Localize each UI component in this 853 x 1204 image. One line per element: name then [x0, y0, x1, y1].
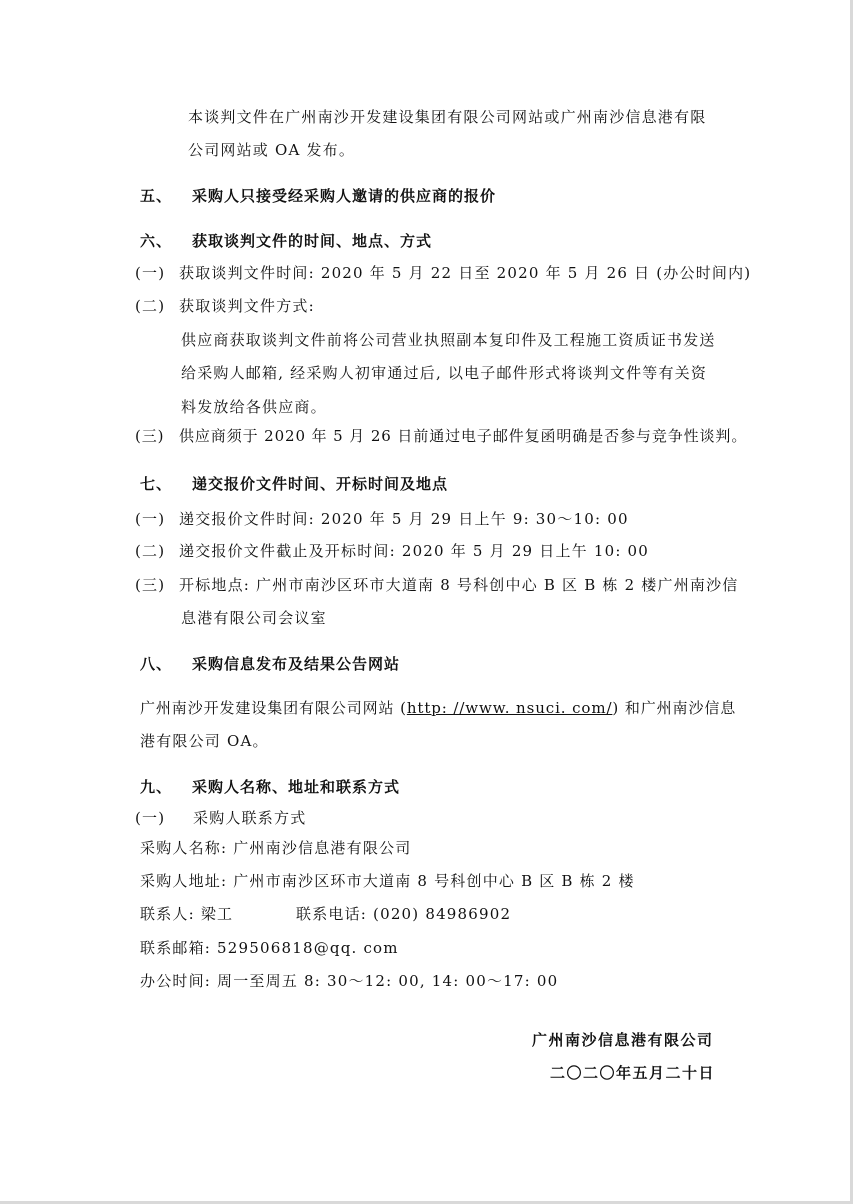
section-6-heading [140, 231, 432, 251]
section-6-number: 六、 [140, 232, 173, 250]
item-number: (二) [135, 297, 166, 315]
section-8-text-a: 广州南沙开发建设集团有限公司网站 ( [140, 699, 407, 717]
item-number: (一) [135, 510, 166, 528]
section-9-number: 九、 [140, 778, 173, 796]
signature-company: 广州南沙信息港有限公司 [532, 1031, 714, 1049]
item-text: 获取谈判文件方式: [179, 297, 315, 315]
signature-date: 二〇二〇年五月二十日 [550, 1064, 716, 1082]
section-9-heading [140, 777, 400, 797]
section-7-item-3 [135, 575, 739, 595]
item-text: 开标地点: 广州市南沙区环市大道南 8 号科创中心 B 区 B 栋 2 楼广州南沙信 [179, 576, 739, 594]
office-hours: 办公时间: 周一至周五 8: 30～12: 00, 14: 00～17: 00 [140, 972, 559, 990]
section-6-item-2-para-1: 供应商获取谈判文件前将公司营业执照副本复印件及工程施工资质证书发送 [181, 331, 716, 349]
item-text: 递交报价文件时间: 2020 年 5 月 29 日上午 9: 30～10: 00 [179, 510, 629, 528]
section-8-title: 采购信息发布及结果公告网站 [192, 655, 401, 673]
item-text: 获取谈判文件时间: 2020 年 5 月 22 日至 2020 年 5 月 26 日 (办公时间内) [179, 264, 752, 282]
section-7-heading [140, 474, 448, 494]
section-6-item-1 [135, 263, 751, 283]
contact-phone: 联系电话: (020) 84986902 [296, 905, 512, 923]
section-8-number: 八、 [140, 655, 173, 673]
section-7-item-3-continued: 息港有限公司会议室 [181, 609, 327, 627]
item-text: 供应商须于 2020 年 5 月 26 日前通过电子邮件复函明确是否参与竞争性谈判。 [179, 427, 748, 445]
purchaser-name: 采购人名称: 广州南沙信息港有限公司 [140, 839, 412, 857]
section-8-text-b: ) 和广州南沙信息 [612, 699, 737, 717]
item-number: (一) [135, 809, 166, 827]
item-number: (一) [135, 264, 166, 282]
section-9-subheading [135, 808, 306, 828]
section-8-line-2: 港有限公司 OA。 [140, 732, 269, 750]
section-8-heading [140, 654, 400, 674]
item-number: (三) [135, 427, 165, 445]
section-5-number: 五、 [140, 187, 173, 205]
contact-person: 联系人: 梁工 [140, 905, 234, 923]
section-6-title: 获取谈判文件的时间、地点、方式 [192, 232, 433, 250]
purchaser-address: 采购人地址: 广州市南沙区环市大道南 8 号科创中心 B 区 B 栋 2 楼 [140, 872, 635, 890]
section-7-number: 七、 [140, 475, 173, 493]
section-6-item-2-para-3: 料发放给各供应商。 [181, 398, 327, 416]
section-9-title: 采购人名称、地址和联系方式 [192, 778, 401, 796]
section-7-item-1 [135, 509, 629, 529]
item-text: 采购人联系方式 [193, 809, 307, 827]
section-5-title: 采购人只接受经采购人邀请的供应商的报价 [192, 187, 497, 205]
section-6-item-3 [135, 426, 747, 446]
section-6-item-2 [135, 296, 315, 316]
section-7-item-2 [135, 541, 649, 561]
section-6-item-2-para-2: 给采购人邮箱, 经采购人初审通过后, 以电子邮件形式将谈判文件等有关资 [181, 364, 708, 382]
intro-line-2: 公司网站或 OA 发布。 [188, 141, 356, 159]
intro-line-1: 本谈判文件在广州南沙开发建设集团有限公司网站或广州南沙信息港有限 [188, 108, 707, 126]
contact-email: 联系邮箱: 529506818@qq. com [140, 939, 399, 957]
section-8-line-1 [140, 698, 736, 718]
section-5-heading [140, 186, 496, 206]
item-number: (三) [135, 576, 166, 594]
item-text: 递交报价文件截止及开标时间: 2020 年 5 月 29 日上午 10: 00 [179, 542, 650, 560]
website-link[interactable]: http: //www. nsuci. com/ [406, 699, 613, 717]
item-number: (二) [135, 542, 166, 560]
section-7-title: 递交报价文件时间、开标时间及地点 [192, 475, 449, 493]
